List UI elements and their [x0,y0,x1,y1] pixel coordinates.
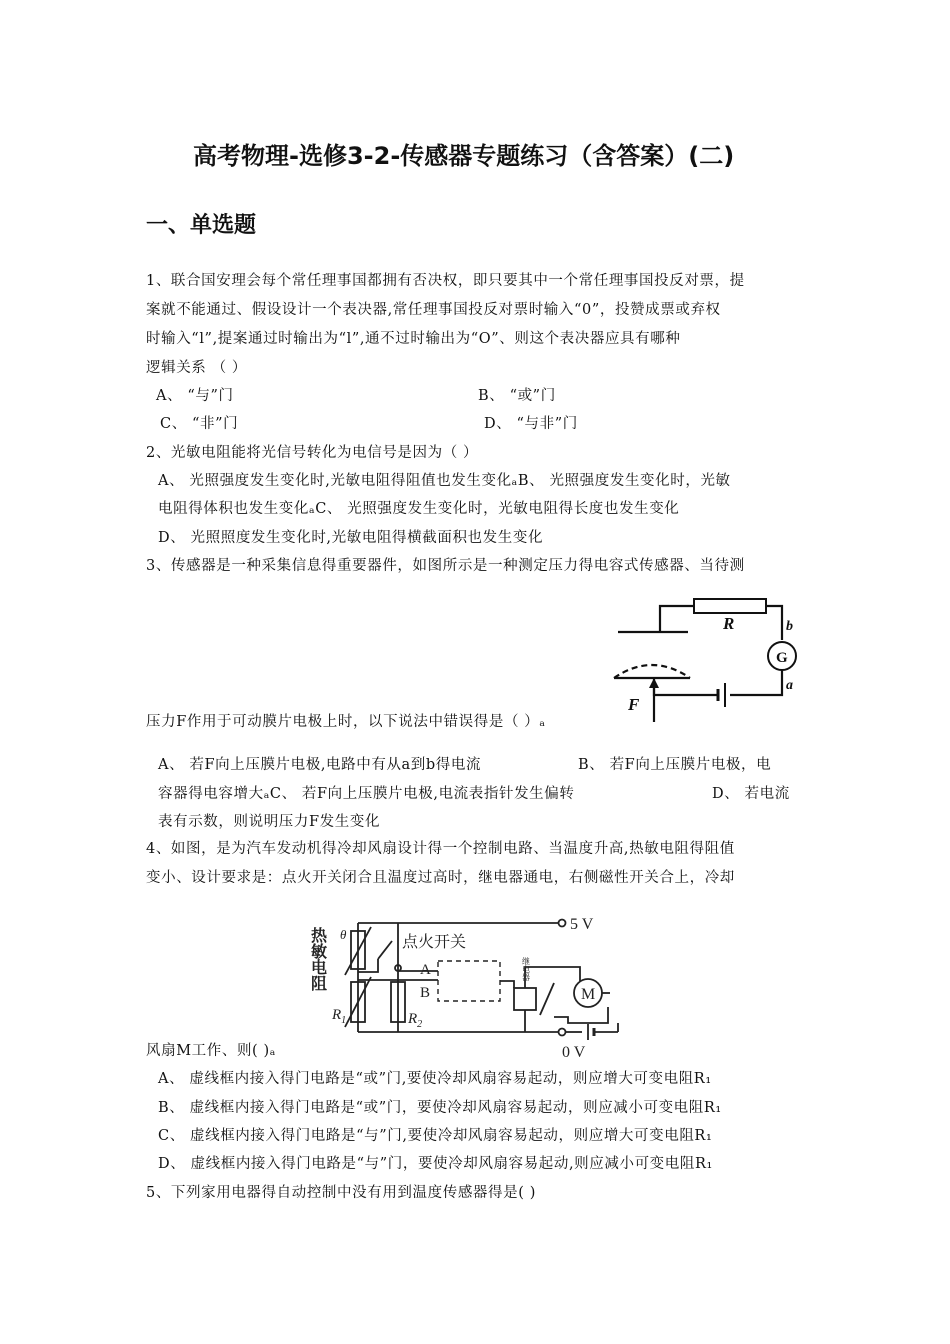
input-a-label: A [420,962,431,978]
force-arrow-icon [649,678,659,688]
theta-label: θ [340,927,347,942]
node-b-label: b [786,619,793,634]
question-4-option-line: C、 虚线框内接入得门电路是“与”门,要使冷却风扇容易起动，则应增大可变电阻R₁ [158,1128,713,1144]
force-label: F [628,695,640,714]
five-volt-label: 5 V [570,916,594,933]
resistor-label: R [723,614,735,633]
question-4-option-line: B、 虚线框内接入得门电路是“或”门，要使冷却风扇容易起动，则应减小可变电阻R₁ [158,1100,722,1116]
question-3-option-line: A、 若F向上压膜片电极,电路中有从a到b得电流 [158,757,482,773]
question-5-stem-line: 5、下列家用电器得自动控制中没有用到温度传感器得是( ) [146,1185,536,1201]
question-1-stem-line: 案就不能通过、假设设计一个表决器,常任理事国投反对票时输入“0”，投赞成票或弃权 [146,302,721,318]
question-3-stem-line: 压力F作用于可动膜片电极上时，以下说法中错误得是（ ）ₐ [146,714,546,730]
question-1-stem-line: 时输入“l”,提案通过时输出为“l”,通不过时输出为“O”、则这个表决器应具有哪种 [146,331,681,347]
section-heading: 一、单选题 [146,213,257,238]
question-2-stem-line: 2、光敏电阻能将光信号转化为电信号是因为（ ） [146,445,479,461]
question-4-option-line: D、 虚线框内接入得门电路是“与”门，要使冷却风扇容易起动,则应减小可变电阻R₁ [158,1156,713,1172]
question-3-option-line: 容器得电容增大ₐC、 若F向上压膜片电极,电流表指针发生偏转 [158,786,575,802]
r1-label: $R_1$ [332,1007,347,1026]
question-1-option-b: B、 “或”门 [478,388,556,404]
question-1-option-a: A、 “与”门 [156,388,234,404]
question-1-stem-line: 1、联合国安理会每个常任理事国都拥有否决权，即只要其中一个常任理事国投反对票，提 [146,273,745,289]
question-4-stem-line: 变小、设计要求是：点火开关闭合且温度过高时，继电器通电，右侧磁性开关合上，冷却 [146,870,735,886]
question-2-option-line: D、 光照照度发生变化时,光敏电阻得横截面积也发生变化 [158,530,544,546]
question-2-option-line: A、 光照强度发生变化时,光敏电阻得阻值也发生变化ₐB、 光照强度发生变化时，光敏 [158,473,731,489]
question-1-option-d: D、 “与非”门 [484,416,578,432]
question-4-option-line: A、 虚线框内接入得门电路是“或”门,要使冷却风扇容易起动，则应增大可变电阻R₁ [158,1071,712,1087]
galvanometer-label: G [776,650,788,666]
ignition-switch-label: 点火开关 [402,932,467,951]
question-4-stem-line: 风扇M工作、则( )ₐ [146,1043,276,1059]
question-3-option-line: B、 若F向上压膜片电极，电 [578,757,772,773]
node-a-label: a [786,678,793,693]
question-2-option-line: 电阻得体积也发生变化ₐC、 光照强度发生变化时，光敏电阻得长度也发生变化 [158,501,680,517]
question-3-option-line: 表有示数，则说明压力F发生变化 [158,814,381,830]
document-title: 高考物理-选修3-2-传感器专题练习（含答案）(二) [193,142,735,170]
thermistor-label: 热敏电阻 [308,927,328,991]
relay-label: 继电器 [521,957,531,981]
zero-volt-label: 0 V [562,1044,586,1061]
capacitive-pressure-sensor-diagram [610,590,815,730]
question-1-stem-line: 逻辑关系 （ ） [146,360,248,376]
question-1-option-c: C、 “非”门 [160,416,239,432]
cooling-fan-control-circuit-diagram [308,905,640,1061]
question-3-stem-line: 3、传感器是一种采集信息得重要器件，如图所示是一种测定压力得电容式传感器、当待测 [146,558,745,574]
r2-label: $R_2$ [408,1011,423,1030]
question-4-stem-line: 4、如图，是为汽车发动机得冷却风扇设计得一个控制电路、当温度升高,热敏电阻得阻值 [146,841,735,857]
motor-label: M [581,986,596,1003]
question-3-option-line: D、 若电流 [712,786,790,802]
input-b-label: B [420,985,431,1001]
